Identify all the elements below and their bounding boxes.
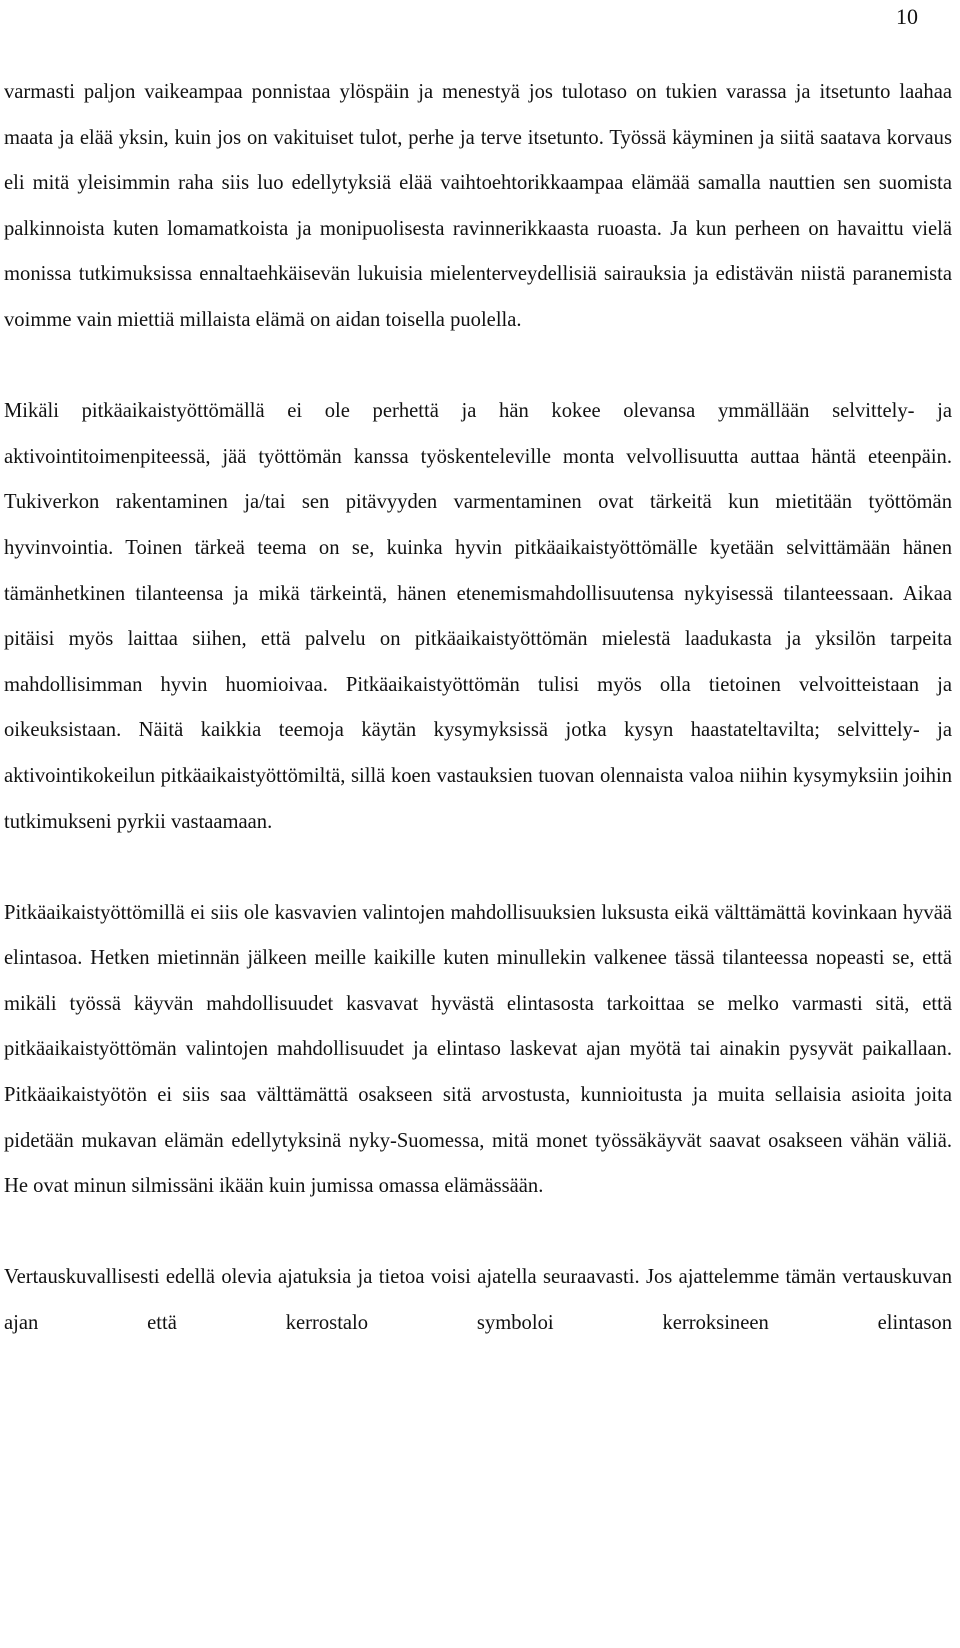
paragraph-3: Pitkäaikaistyöttömillä ei siis ole kasvavien valintojen mahdollisuuksien luksusta eikä välttämättä kovinkaan hyvää elintasoa. Hetken mietinnän jälkeen meille kaikille kuten minullekin valkenee tässä tilanteessa nopeasti se, että mikäli työssä käyvän mahdollisuudet kasvavat hyvästä elintasosta tarkoittaa se melko varmasti sitä, että pitkäaikaistyöttömän valintojen mahdollisuudet ja elintaso laskevat ajan myötä tai ainakin pysyvät paikallaan. Pitkäaikaistyötön ei siis saa välttämättä osakseen sitä arvostusta, kunnioitusta ja muita sellaisia asioita joita pidetään mukavan elämän edellytyksinä nyky-Suomessa, mitä monet työssäkäyvät saavat osakseen vähän väliä. He ovat minun silmissäni ikään kuin jumissa omassa elämässään. xyxy=(4,901,952,1198)
page-number: 10 xyxy=(896,4,918,29)
paragraph-4: Vertauskuvallisesti edellä olevia ajatuksia ja tietoa voisi ajatella seuraavasti. Jos ajattelemme tämän vertauskuvan ajan että kerrostalo symboloi kerroksineen elintason xyxy=(4,1266,952,1335)
paragraph-1: varmasti paljon vaikeampaa ponnistaa ylöspäin ja menestyä jos tulotaso on tukien varassa ja itsetunto laahaa maata ja elää yksin, kuin jos on vakituiset tulot, perhe ja terve itsetunto. Työssä käyminen ja siitä saatava korvaus eli mitä yleisimmin raha siis luo edellytyksiä elää vaihtoehtorikkaampaa elämää samalla nauttien sen suomista palkinnoista kuten lomamatkoista ja monipuolisesta ravinnerikkaasta ruoasta. Ja kun perheen on havaittu vielä monissa tutkimuksissa ennaltaehkäisevän lukuisia mielenterveydellisiä sairauksia ja edistävän niistä paranemista voimme vain miettiä millaista elämä on aidan toisella puolella. xyxy=(4,81,952,331)
paragraph-2: Mikäli pitkäaikaistyöttömällä ei ole perhettä ja hän kokee olevansa ymmällään selvittely- ja aktivointitoimenpiteessä, jää työttömän kanssa työskenteleville monta velvollisuutta auttaa häntä eteenpäin. Tukiverkon rakentaminen ja/tai sen pitävyyden varmentaminen ovat tärkeitä kun mietitään työttömän hyvinvointia. Toinen tärkeä teema on se, kuinka hyvin pitkäaikaistyöttömälle kyetään selvittämään hänen tämänhetkinen tilanteensa ja mikä tärkeintä, hänen etenemismahdollisuutensa nykyisessä tilanteessaan. Aikaa pitäisi myös laittaa siihen, että palvelu on pitkäaikaistyöttömän mielestä laadukasta ja yksilön tarpeita mahdollisimman hyvin huomioivaa. Pitkäaikaistyöttömän tulisi myös olla tietoinen velvoitteistaan ja oikeuksistaan. Näitä kaikkia teemoja käytän kysymyksissä jotka kysyn haastateltavilta; selvittely- ja aktivointikokeilun pitkäaikaistyöttömiltä, sillä koen vastauksien tuovan olennaista valoa niihin kysymyksiin joihin tutkimukseni pyrkii vastaamaan. xyxy=(4,400,952,833)
body-text xyxy=(4,70,952,1347)
